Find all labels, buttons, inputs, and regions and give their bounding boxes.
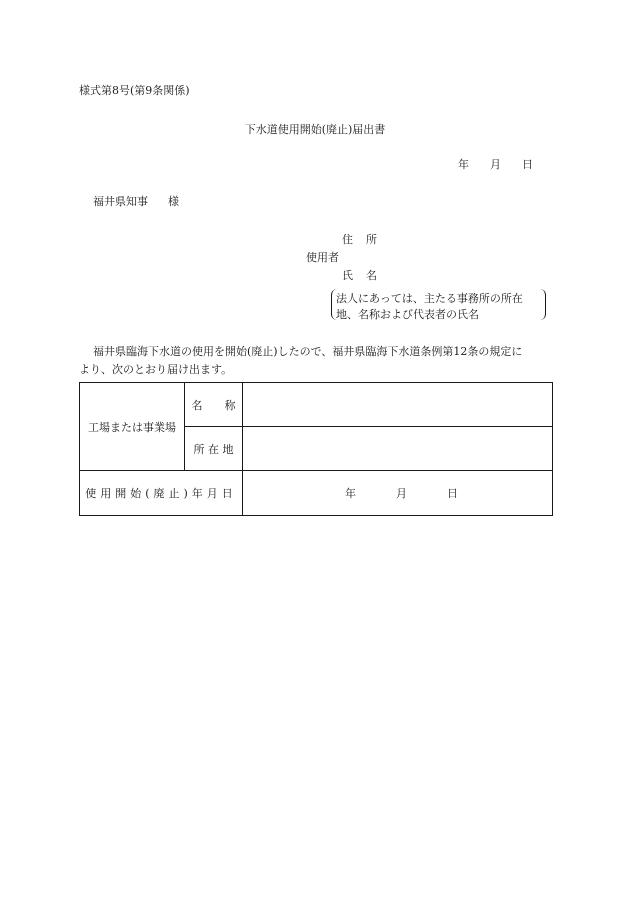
table-row xyxy=(80,471,553,516)
facility-name-label: 名 称 xyxy=(185,383,243,427)
usage-date-year: 年 xyxy=(345,487,356,500)
form-number: 様式第8号(第9条関係) xyxy=(79,84,190,97)
addressee-name: 福井県知事 xyxy=(93,195,148,208)
facility-category-label: 工場または事業場 xyxy=(80,383,185,471)
name-label: 氏 名 xyxy=(342,269,377,282)
submission-date xyxy=(458,156,533,172)
address-label: 住 所 xyxy=(342,233,377,246)
table-row xyxy=(80,383,553,427)
date-year-label: 年 xyxy=(458,158,469,171)
facility-table xyxy=(79,382,553,516)
corporate-note-line1: 法人にあっては、主たる事務所の所在 xyxy=(336,292,523,305)
user-label: 使用者 xyxy=(306,251,339,264)
body-text-line1: 福井県臨海下水道の使用を開始(廃止)したので、福井県臨海下水道条例第12条の規定に xyxy=(93,345,523,358)
usage-date-day: 日 xyxy=(447,487,458,500)
facility-location-label: 所 在 地 xyxy=(185,427,243,471)
corporate-note-line2: 地、名称および代表者の氏名 xyxy=(336,308,479,321)
date-day-label: 日 xyxy=(522,158,533,171)
body-text-line2: より、次のとおり届け出ます。 xyxy=(79,363,233,376)
usage-date-month: 月 xyxy=(396,487,407,500)
addressee xyxy=(93,193,179,209)
facility-location-field[interactable] xyxy=(243,427,553,471)
usage-date-field[interactable] xyxy=(243,471,553,516)
document-title: 下水道使用開始(廃止)届出書 xyxy=(244,123,386,136)
usage-date-label: 使用開始(廃止)年月日 xyxy=(80,471,243,516)
facility-name-field[interactable] xyxy=(243,383,553,427)
date-month-label: 月 xyxy=(490,158,501,171)
addressee-honorific: 様 xyxy=(168,195,179,208)
